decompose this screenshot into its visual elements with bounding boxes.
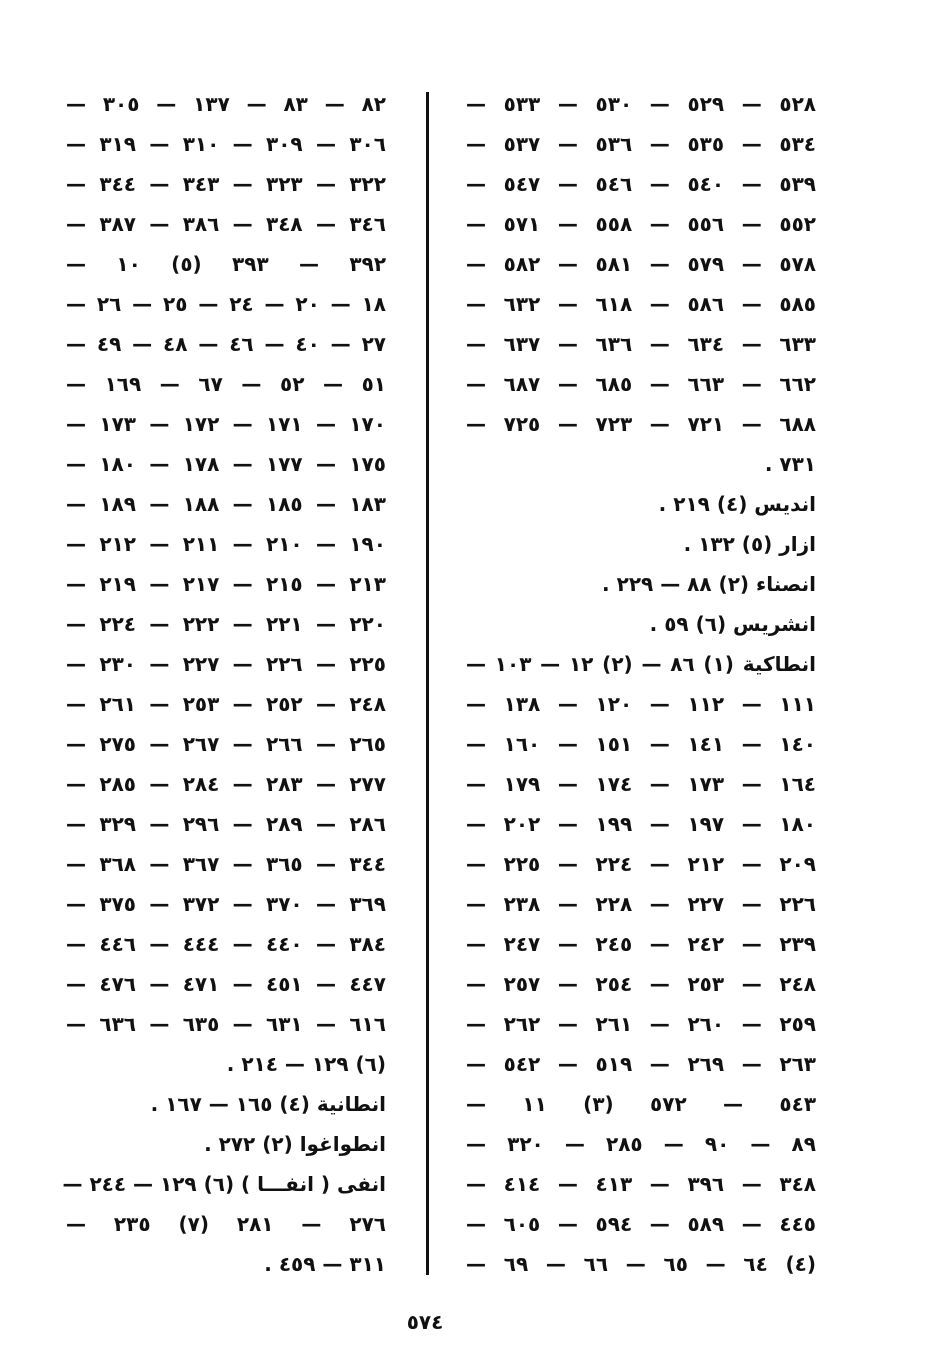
index-line: ١٨٠ — ١٩٧ — ١٩٩ — ٢٠٢ — [466, 812, 816, 836]
index-line: ٥٨٥ — ٥٨٦ — ٦١٨ — ٦٣٢ — [466, 292, 816, 316]
index-line: ٢٤٨ — ٢٥٣ — ٢٥٤ — ٢٥٧ — [466, 972, 816, 996]
index-line: انطاكية (١) ٨٦ — (٢) ١٢ — ١٠٣ — [466, 652, 816, 676]
index-line: ٣٤٨ — ٣٩٦ — ٤١٣ — ٤١٤ — [466, 1172, 816, 1196]
index-line: ١٩٠ — ٢١٠ — ٢١١ — ٢١٢ — [66, 532, 386, 556]
index-line: انطانية (٤) ١٦٥ — ١٦٧ . [150, 1092, 386, 1116]
index-column-left [62, 84, 387, 1284]
index-line: ٢٨٦ — ٢٨٩ — ٢٩٦ — ٣٢٩ — [66, 812, 386, 836]
index-line: ٥٥٢ — ٥٥٦ — ٥٥٨ — ٥٧١ — [466, 212, 816, 236]
index-line: ٢٢٦ — ٢٢٧ — ٢٢٨ — ٢٣٨ — [466, 892, 816, 916]
index-line: ٥٢٨ — ٥٢٩ — ٥٣٠ — ٥٣٣ — [466, 92, 816, 116]
index-line: ٧٣١ . [764, 452, 816, 476]
index-line: ٢٧ — ٤٠ — ٤٦ — ٤٨ — ٤٩ — [66, 332, 386, 356]
index-line: (٦) ١٢٩ — ٢١٤ . [226, 1052, 386, 1076]
page-number: ٥٧٤ [406, 1310, 444, 1334]
index-line: انطواغوا (٢) ٢٧٢ . [204, 1132, 386, 1156]
index-line: انصناء (٢) ٨٨ — ٢٢٩ . [602, 572, 816, 596]
index-line: ٦٦٢ — ٦٦٣ — ٦٨٥ — ٦٨٧ — [466, 372, 816, 396]
index-line: ٦٨٨ — ٧٢١ — ٧٢٣ — ٧٢٥ — [466, 412, 816, 436]
index-line: ١٨٣ — ١٨٥ — ١٨٨ — ١٨٩ — [66, 492, 386, 516]
index-line: ٢٧٦ — ٢٨١ (٧) ٢٣٥ — [66, 1212, 386, 1236]
index-line: ٣٠٦ — ٣٠٩ — ٣١٠ — ٣١٩ — [66, 132, 386, 156]
index-line: ١٨ — ٢٠ — ٢٤ — ٢٥ — ٢٦ — [66, 292, 386, 316]
index-line: ٥١ — ٥٢ — ٦٧ — ١٦٩ — [66, 372, 386, 396]
index-line: ١٧٥ — ١٧٧ — ١٧٨ — ١٨٠ — [66, 452, 386, 476]
index-line: ٣٤٤ — ٣٦٥ — ٣٦٧ — ٣٦٨ — [66, 852, 386, 876]
index-line: ٥٧٨ — ٥٧٩ — ٥٨١ — ٥٨٢ — [466, 252, 816, 276]
index-line: ٢٧٧ — ٢٨٣ — ٢٨٤ — ٢٨٥ — [66, 772, 386, 796]
index-line: ٣١١ — ٤٥٩ . [264, 1252, 386, 1276]
index-line: ٥٤٣ — ٥٧٢ (٣) ١١ — [466, 1092, 817, 1116]
index-line: ٣٢٢ — ٣٢٣ — ٣٤٣ — ٣٤٤ — [66, 172, 386, 196]
index-line: ٣٨٤ — ٤٤٠ — ٤٤٤ — ٤٤٦ — [66, 932, 386, 956]
index-line: انشريس (٦) ٥٩ . [649, 612, 816, 636]
index-line: ٦٣٣ — ٦٣٤ — ٦٣٦ — ٦٣٧ — [466, 332, 816, 356]
index-line: ١٧٠ — ١٧١ — ١٧٢ — ١٧٣ — [66, 412, 386, 436]
index-line: ٨٢ — ٨٣ — ١٣٧ — ٣٠٥ — [66, 92, 386, 116]
index-line: ٢٥٩ — ٢٦٠ — ٢٦١ — ٢٦٢ — [466, 1012, 816, 1036]
index-line: ٥٣٩ — ٥٤٠ — ٥٤٦ — ٥٤٧ — [466, 172, 816, 196]
index-line: ٤٤٧ — ٤٥١ — ٤٧١ — ٤٧٦ — [66, 972, 386, 996]
index-line: ١٤٠ — ١٤١ — ١٥١ — ١٦٠ — [466, 732, 816, 756]
index-line: ٢٦٣ — ٢٦٩ — ٥١٩ — ٥٤٢ — [466, 1052, 816, 1076]
index-line: ٣٤٦ — ٣٤٨ — ٣٨٦ — ٣٨٧ — [66, 212, 386, 236]
index-line: ٥٣٤ — ٥٣٥ — ٥٣٦ — ٥٣٧ — [466, 132, 816, 156]
index-line: ٢٢٥ — ٢٢٦ — ٢٢٧ — ٢٣٠ — [66, 652, 386, 676]
column-divider [426, 92, 429, 1275]
index-line: ٢٣٩ — ٢٤٢ — ٢٤٥ — ٢٤٧ — [466, 932, 816, 956]
index-line: ٣٩٢ — ٣٩٣ (٥) ١٠ — [66, 252, 387, 276]
index-line: ٢٢٠ — ٢٢١ — ٢٢٢ — ٢٢٤ — [66, 612, 386, 636]
index-line: ٢١٣ — ٢١٥ — ٢١٧ — ٢١٩ — [66, 572, 386, 596]
index-line: ٣٦٩ — ٣٧٠ — ٣٧٢ — ٣٧٥ — [66, 892, 386, 916]
index-line: انديس (٤) ٢١٩ . [658, 492, 816, 516]
index-line: ٢٦٥ — ٢٦٦ — ٢٦٧ — ٢٧٥ — [66, 732, 386, 756]
index-line: انفى ( انفـــا ) (٦) ١٢٩ — ٢٤٤ — [62, 1172, 386, 1196]
index-line: ازار (٥) ١٣٢ . [683, 532, 816, 556]
index-column-right [466, 84, 816, 1284]
index-line: ٦١٦ — ٦٣١ — ٦٣٥ — ٦٣٦ — [66, 1012, 386, 1036]
index-line: (٤) ٦٤ — ٦٥ — ٦٦ — ٦٩ — [466, 1252, 817, 1276]
index-line: ٤٤٥ — ٥٨٩ — ٥٩٤ — ٦٠٥ — [466, 1212, 816, 1236]
index-line: ٢٤٨ — ٢٥٢ — ٢٥٣ — ٢٦١ — [66, 692, 386, 716]
index-line: ٨٩ — ٩٠ — ٢٨٥ — ٣٢٠ — [466, 1132, 816, 1156]
index-line: ٢٠٩ — ٢١٢ — ٢٢٤ — ٢٢٥ — [466, 852, 816, 876]
index-line: ١٦٤ — ١٧٣ — ١٧٤ — ١٧٩ — [466, 772, 816, 796]
index-line: ١١١ — ١١٢ — ١٢٠ — ١٣٨ — [466, 692, 816, 716]
